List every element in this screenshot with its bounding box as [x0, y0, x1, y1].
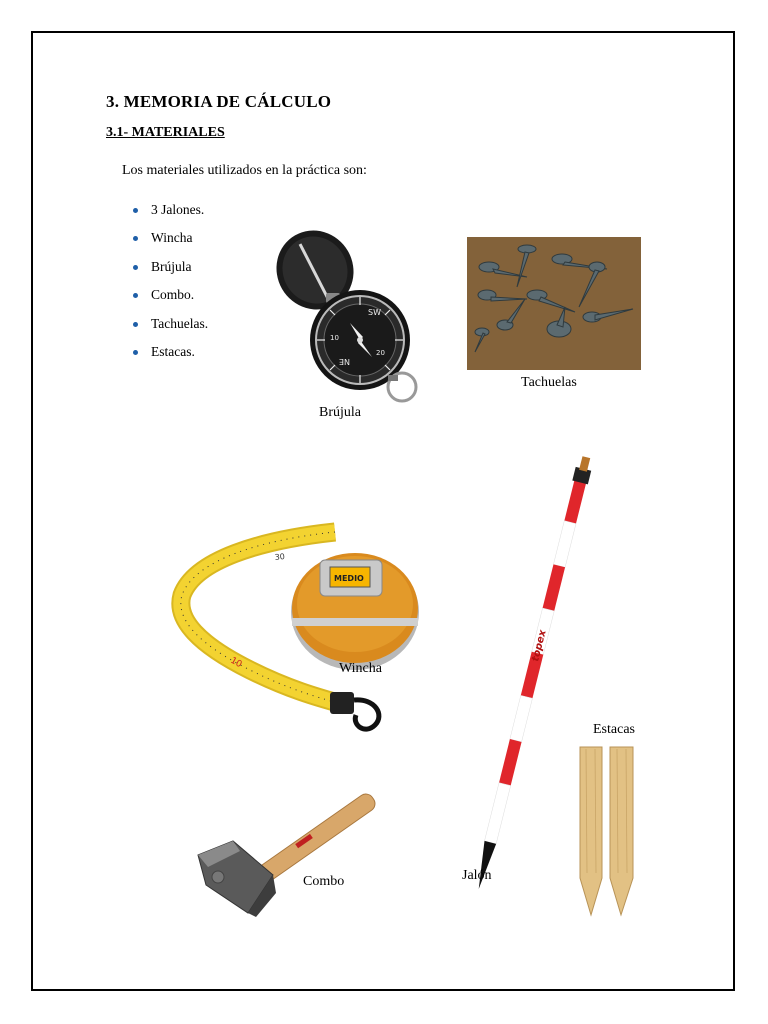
- list-item: Combo.: [133, 285, 208, 313]
- bullet-icon: [133, 208, 138, 213]
- estacas-image: [575, 743, 643, 918]
- compass-sw-mark: SW: [368, 308, 381, 317]
- intro-text: Los materiales utilizados en la práctica son:: [122, 163, 367, 178]
- caption-jalon: Jalón: [462, 868, 492, 883]
- materials-list: [133, 200, 208, 370]
- list-item: Tachuelas.: [133, 314, 208, 342]
- bullet-icon: [133, 350, 138, 355]
- tape-label: MEDIO: [334, 574, 364, 583]
- caption-wincha: Wincha: [339, 661, 382, 676]
- caption-estacas: Estacas: [593, 722, 635, 737]
- list-item: Brújula: [133, 257, 208, 285]
- caption-brujula: Brújula: [319, 405, 361, 420]
- bullet-icon: [133, 322, 138, 327]
- list-item: Estacas.: [133, 342, 208, 370]
- compass-10-mark: 10: [330, 334, 339, 342]
- combo-image: [188, 785, 388, 923]
- bullet-icon: [133, 265, 138, 270]
- tape-number-10: 10: [228, 655, 244, 671]
- section-title: 3. MEMORIA DE CÁLCULO: [106, 92, 332, 111]
- list-item: Wincha: [133, 228, 208, 256]
- compass-20-mark: 20: [376, 349, 385, 357]
- compass-ne-mark: NE: [338, 357, 350, 366]
- tacks-image: [467, 237, 641, 370]
- tape-image: [170, 520, 430, 745]
- subsection-title: 3.1- MATERIALES: [106, 125, 225, 140]
- tape-number-30: 30: [274, 551, 286, 562]
- caption-combo: Combo: [303, 874, 345, 889]
- list-item: 3 Jalones.: [133, 200, 208, 228]
- caption-tachuelas: Tachuelas: [521, 375, 577, 390]
- compass-image: [270, 215, 430, 410]
- jalon-brand: topex: [530, 628, 549, 663]
- bullet-icon: [133, 236, 138, 241]
- bullet-icon: [133, 293, 138, 298]
